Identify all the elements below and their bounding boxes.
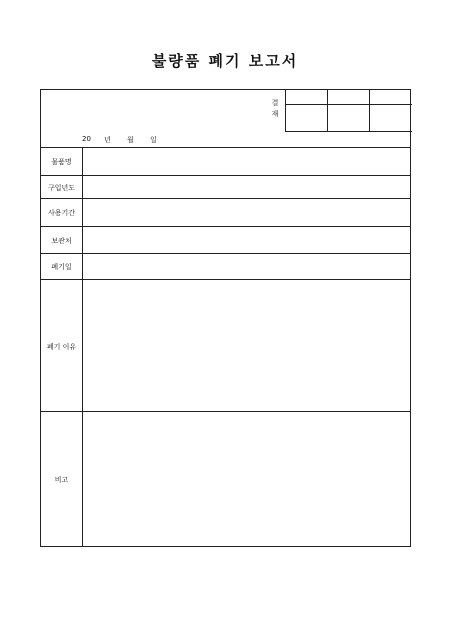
row-divider-2 xyxy=(41,198,410,199)
date-month: 월 xyxy=(127,136,134,144)
row-divider-1 xyxy=(41,175,410,176)
row-divider-5 xyxy=(41,279,410,280)
approval-label-bottom: 재 xyxy=(271,110,279,118)
approval-divider-1 xyxy=(327,90,328,131)
field-label-item-name: 물품명 xyxy=(51,158,72,166)
approval-bottom-border xyxy=(285,131,412,132)
field-label-remarks: 비고 xyxy=(54,476,69,484)
row-divider-3 xyxy=(41,226,410,227)
field-label-purchase-year: 구입년도 xyxy=(47,184,76,192)
date-day: 일 xyxy=(150,136,157,144)
row-divider-6 xyxy=(41,411,410,412)
field-label-storage-location: 보관처 xyxy=(51,237,72,245)
field-label-disposal-reason: 폐기 이유 xyxy=(46,343,77,351)
label-column-divider xyxy=(82,147,83,546)
field-label-disposal-date: 폐기일 xyxy=(51,263,72,271)
approval-label-top: 결 xyxy=(271,99,279,107)
date-year: 년 xyxy=(104,136,111,144)
row-divider-header xyxy=(41,147,410,148)
date-year-prefix: 20 xyxy=(82,135,91,143)
approval-divider-2 xyxy=(369,90,370,131)
field-label-usage-period: 사용기간 xyxy=(47,209,76,217)
approval-label xyxy=(264,98,286,120)
document-title: 불량품 폐기 보고서 xyxy=(151,52,299,70)
approval-header-divider xyxy=(285,104,412,105)
report-form xyxy=(40,89,411,547)
row-divider-4 xyxy=(41,253,410,254)
